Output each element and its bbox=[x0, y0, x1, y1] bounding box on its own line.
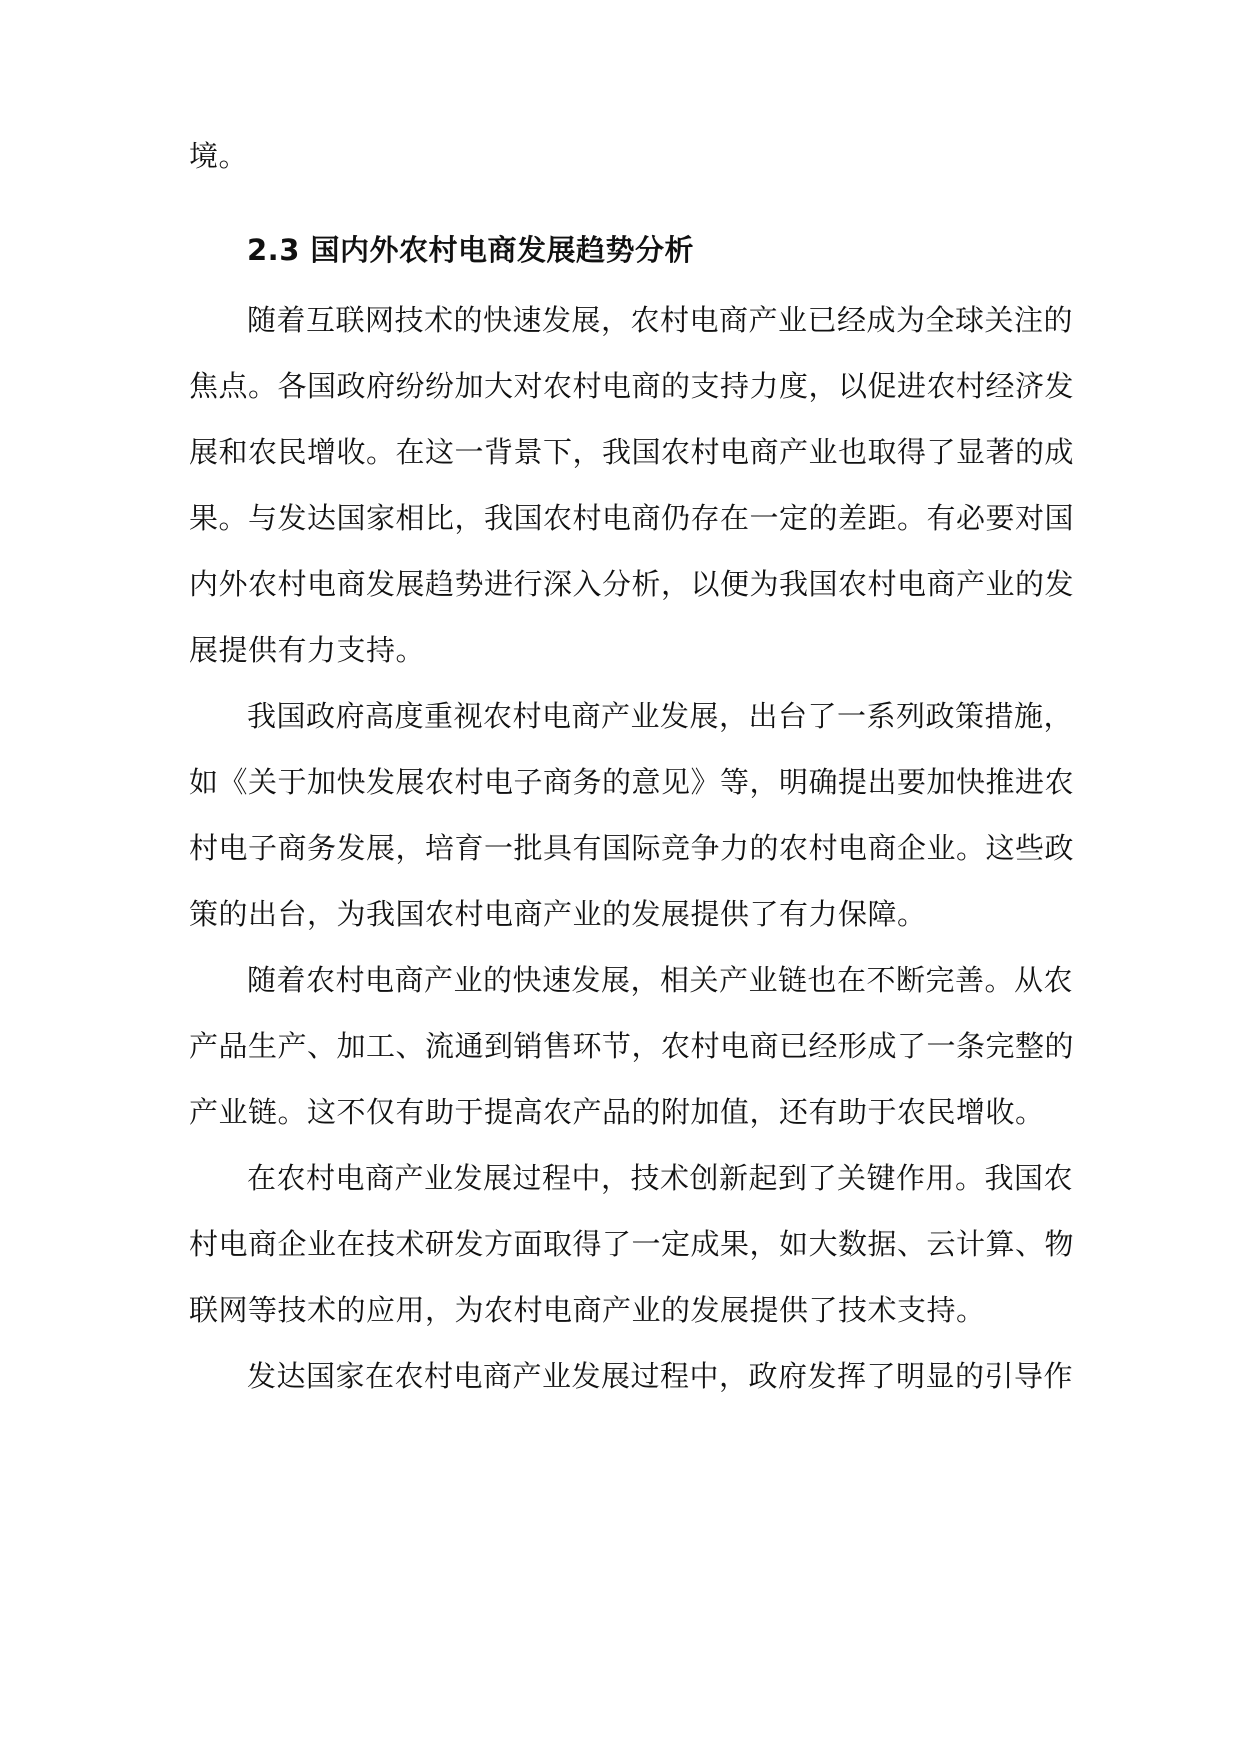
paragraph-2-line-2: 如《关于加快发展农村电子商务的意见》等，明确提出要加快推进农 bbox=[189, 765, 1075, 799]
paragraph-3-line-3: 产业链。这不仅有助于提高农产品的附加值，还有助于农民增收。 bbox=[189, 1095, 1045, 1129]
section-heading: 2.3 国内外农村电商发展趋势分析 bbox=[247, 233, 694, 267]
paragraph-2-line-4: 策的出台，为我国农村电商产业的发展提供了有力保障。 bbox=[189, 897, 927, 931]
paragraph-1-line-2: 焦点。各国政府纷纷加大对农村电商的支持力度，以促进农村经济发 bbox=[189, 369, 1075, 403]
paragraph-2-line-3: 村电子商务发展，培育一批具有国际竞争力的农村电商企业。这些政 bbox=[189, 831, 1075, 865]
paragraph-3-line-1: 随着农村电商产业的快速发展，相关产业链也在不断完善。从农 bbox=[247, 963, 1074, 997]
paragraph-3-line-2: 产品生产、加工、流通到销售环节，农村电商已经形成了一条完整的 bbox=[189, 1029, 1075, 1063]
paragraph-5-line-1: 发达国家在农村电商产业发展过程中，政府发挥了明显的引导作 bbox=[247, 1359, 1074, 1393]
paragraph-1-line-3: 展和农民增收。在这一背景下，我国农村电商产业也取得了显著的成 bbox=[189, 435, 1075, 469]
paragraph-1-line-5: 内外农村电商发展趋势进行深入分析，以便为我国农村电商产业的发 bbox=[189, 567, 1075, 601]
paragraph-4-line-3: 联网等技术的应用，为农村电商产业的发展提供了技术支持。 bbox=[189, 1293, 986, 1327]
paragraph-1-line-1: 随着互联网技术的快速发展，农村电商产业已经成为全球关注的 bbox=[247, 303, 1074, 337]
paragraph-1-line-6: 展提供有力支持。 bbox=[189, 633, 426, 667]
paragraph-2-line-1: 我国政府高度重视农村电商产业发展，出台了一系列政策措施， bbox=[247, 699, 1074, 733]
paragraph-4-line-2: 村电商企业在技术研发方面取得了一定成果，如大数据、云计算、物 bbox=[189, 1227, 1075, 1261]
paragraph-1-line-4: 果。与发达国家相比，我国农村电商仍存在一定的差距。有必要对国 bbox=[189, 501, 1075, 535]
continuation-line: 境。 bbox=[189, 139, 249, 173]
paragraph-4-line-1: 在农村电商产业发展过程中，技术创新起到了关键作用。我国农 bbox=[247, 1161, 1074, 1195]
